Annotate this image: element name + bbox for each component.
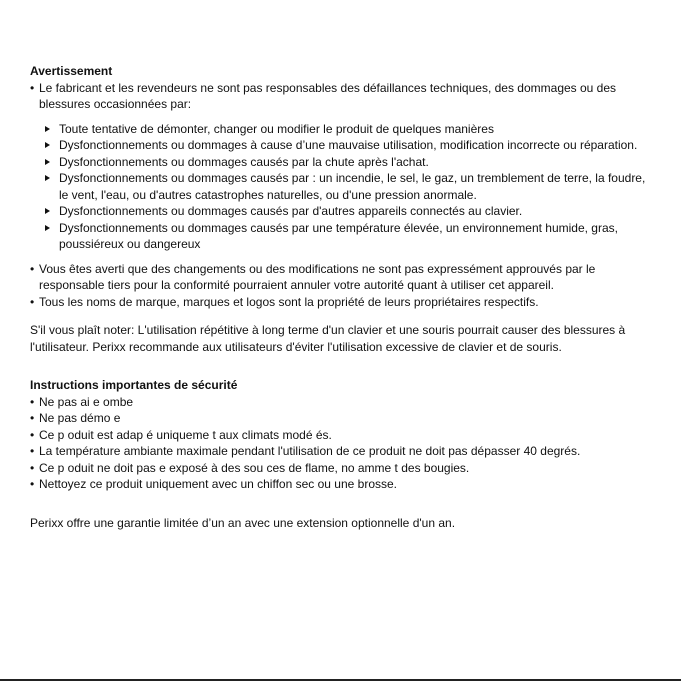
- triangle-bullet-icon: [45, 126, 50, 132]
- safety-item: • Ne pas démo e: [30, 411, 121, 425]
- list-item: Toute tentative de démonter, changer ou modifier le produit de quelques manières: [42, 121, 650, 138]
- safety-item: • Ce p oduit ne doit pas e exposé à des sou ces de flame, no amme t des bougies.: [30, 460, 470, 475]
- triangle-bullet-icon: [45, 225, 50, 231]
- safety-item: • Ne pas ai e ombe: [30, 394, 134, 409]
- list-item: Dysfonctionnements ou dommages causés par une température élevée, un environnement humide, gras, poussiéreux ou dangereux: [42, 220, 650, 253]
- bullet-dot: •: [30, 80, 35, 95]
- list-item: Dysfonctionnements ou dommages causés par d'autres appareils connectés au clavier.: [42, 203, 650, 220]
- list-item: Dysfonctionnements ou dommages causés par : un incendie, le sel, le gaz, un tremblement de terre, la foudre, le vent, l'eau, ou d'autres catastrophes naturelles, ou d'une pression anormale.: [42, 170, 650, 203]
- warning-intro: [30, 80, 650, 113]
- bullet-dot: •: [30, 460, 35, 475]
- triangle-bullet-icon: [45, 159, 50, 165]
- triangle-bullet-icon: [45, 142, 50, 148]
- safety-item: • Nettoyez ce produit uniquement avec un chiffon sec ou une brosse.: [30, 477, 398, 491]
- warning-heading: Avertissement: [30, 64, 113, 78]
- triangle-bullet-icon: [45, 175, 50, 181]
- safety-heading: Instructions importantes de sécurité: [30, 378, 238, 392]
- bullet-dot: •: [30, 294, 35, 309]
- ergonomic-notice: S'il vous plaît noter: L'utilisation répétitive à long terme d'un clavier et une souris pourrait causer des blessures à l'utilisateur. Perixx recommande aux utilisateurs d'éviter l'utilisation excessive de clavier et de souris.: [30, 323, 626, 354]
- safety-item: • Ce p oduit est adap é uniqueme t aux climats modé és.: [30, 427, 332, 442]
- warning-note: • Vous êtes averti que des changements ou des modifications ne sont pas expressément approuvés par le responsable tiers pour la conformité pourraient annuler votre autorité quant à utiliser cet appareil.: [30, 261, 596, 292]
- list-item: Dysfonctionnements ou dommages causés par la chute après l'achat.: [42, 154, 650, 171]
- triangle-bullet-icon: [45, 208, 50, 214]
- bullet-dot: •: [30, 477, 35, 491]
- manual-page: [30, 63, 650, 531]
- bullet-dot: •: [30, 444, 35, 458]
- bullet-dot: •: [30, 411, 35, 425]
- warning-intro-text: Le fabricant et les revendeurs ne sont pas responsables des défaillances techniques, des dommages ou des blessures occasionnées par:: [39, 80, 617, 111]
- bullet-dot: •: [30, 427, 35, 442]
- bullet-dot: •: [30, 261, 35, 276]
- warning-causes-list: [42, 121, 650, 253]
- safety-item: • La température ambiante maximale pendant l'utilisation de ce produit ne doit pas dépasser 40 degrés.: [30, 444, 581, 458]
- warning-note: • Tous les noms de marque, marques et logos sont la propriété de leurs propriétaires respectifs.: [30, 294, 539, 309]
- bullet-dot: •: [30, 394, 35, 409]
- list-item: Dysfonctionnements ou dommages à cause d’une mauvaise utilisation, modification incorrecte ou réparation.: [42, 137, 650, 154]
- warranty-text: Perixx offre une garantie limitée d’un an avec une extension optionnelle d'un an.: [30, 515, 456, 530]
